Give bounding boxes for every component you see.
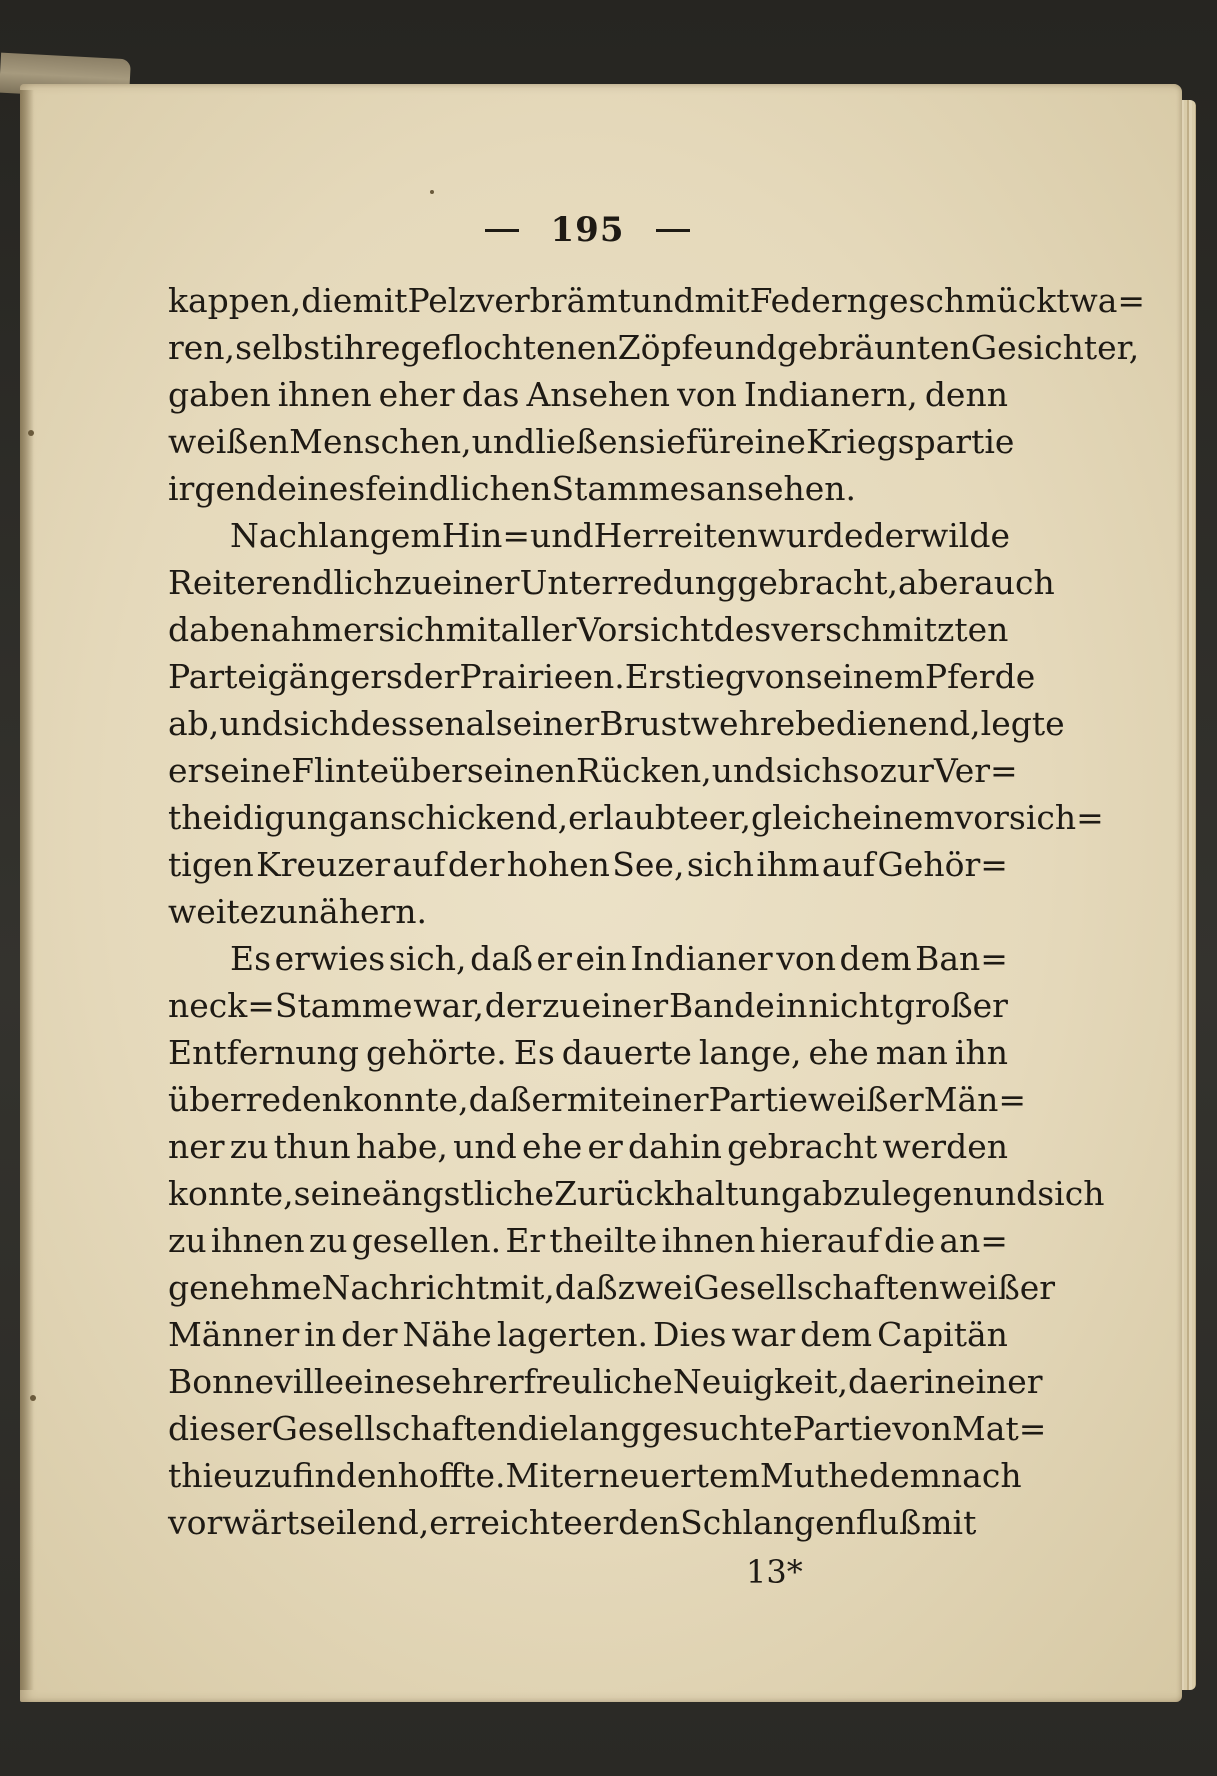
word: Er [624, 657, 665, 696]
paper-fleck [30, 1395, 36, 1401]
word: einer [512, 704, 600, 743]
word: Capitän [877, 1315, 1008, 1354]
word: und [529, 516, 594, 555]
word: wurde [757, 516, 864, 555]
word: dahin [628, 1127, 722, 1166]
word: vorsich= [954, 798, 1104, 837]
word: ein [575, 939, 627, 978]
word: werden [882, 1127, 1008, 1166]
word: ner [168, 1127, 225, 1166]
word: seinen [466, 751, 576, 790]
binding-gutter [20, 90, 34, 1690]
word: Gesellschaften [693, 1268, 940, 1307]
word: sich [1037, 1174, 1105, 1213]
word: nähern. [297, 892, 427, 931]
word: sich [282, 704, 351, 743]
text-line [168, 794, 1104, 841]
word: der [447, 845, 505, 884]
word: er [582, 1503, 619, 1542]
word: wa= [1069, 281, 1146, 320]
word: zu [253, 1456, 293, 1495]
word: eine [735, 422, 806, 461]
word: ren, [168, 328, 236, 367]
word: endlich [271, 563, 395, 602]
word: Es [513, 1033, 555, 1072]
word: Hin= [441, 516, 530, 555]
word: eine [344, 1362, 415, 1401]
word: seinem [805, 657, 925, 696]
word: ansehen. [706, 469, 857, 508]
text-line [168, 559, 1055, 606]
word: Männer [168, 1315, 300, 1354]
word: von [746, 657, 806, 696]
word: kappen, [168, 281, 302, 320]
word: Parteigängers [168, 657, 403, 696]
word: er [536, 939, 572, 978]
word: war, [413, 986, 484, 1025]
word: sehr [414, 1362, 489, 1401]
word: sich, [388, 939, 467, 978]
word: Bonneville [168, 1362, 344, 1401]
word: erfreuliche [488, 1362, 673, 1401]
word: ließen [535, 422, 639, 461]
word: und [630, 281, 695, 320]
text-line [168, 512, 1011, 559]
word: er [888, 1362, 925, 1401]
word: Vorsicht [576, 610, 714, 649]
word: ängstliche [381, 1174, 555, 1213]
word: finden [292, 1456, 398, 1495]
word: weite [168, 892, 260, 931]
word: zu [542, 986, 581, 1025]
word: Unterredung [519, 563, 738, 602]
word: Indianern, [743, 375, 918, 414]
word: tigen [168, 845, 254, 884]
word: einer [621, 1080, 709, 1119]
word: einem [852, 798, 955, 837]
word: auf [821, 845, 876, 884]
word: hohen [506, 845, 610, 884]
word: theilte [549, 1221, 658, 1260]
word: Menschen, [289, 422, 472, 461]
word: von [776, 939, 836, 978]
word: Ban= [915, 939, 1008, 978]
word: gesellen. [351, 1221, 502, 1260]
word: mit [921, 1503, 977, 1542]
word: sich [378, 610, 446, 649]
word: Ansehen [526, 375, 671, 414]
word: gleich [750, 798, 853, 837]
word: über [389, 751, 467, 790]
word: und [471, 422, 536, 461]
word: Muthe [759, 1456, 869, 1495]
header-dash-left [485, 229, 519, 232]
text-line [168, 371, 1008, 418]
word: Flinte [291, 751, 390, 790]
text-line [168, 606, 1008, 653]
word: das [461, 375, 520, 414]
word: gebräunten [776, 328, 971, 367]
word: zu [168, 1221, 207, 1260]
word: verschmitzten [771, 610, 1009, 649]
word: Nach [230, 516, 319, 555]
word: Ver= [933, 751, 1018, 790]
word: selbst [235, 328, 334, 367]
word: sich [775, 751, 843, 790]
word: und [973, 1174, 1038, 1213]
word: Er [505, 1221, 546, 1260]
word: anschickend, [349, 798, 569, 837]
text-line [168, 1076, 1027, 1123]
word: da [168, 610, 209, 649]
word: und [711, 751, 776, 790]
word: er [168, 751, 204, 790]
word: konnte, [342, 1080, 469, 1119]
word: die [883, 1221, 936, 1260]
word: Kreuzer [256, 845, 391, 884]
word: lange, [698, 1033, 802, 1072]
text-line [168, 465, 1008, 512]
word: ihn [954, 1033, 1008, 1072]
word: ihre [333, 328, 401, 367]
word: auch [974, 563, 1055, 602]
word: großer [893, 986, 1008, 1025]
signature-mark: 13* [746, 1553, 803, 1591]
word: eilend, [316, 1503, 430, 1542]
word: habe, [355, 1127, 448, 1166]
word: hierauf [759, 1221, 880, 1260]
word: Indianer [630, 939, 773, 978]
word: des [713, 610, 772, 649]
word: von [892, 1409, 953, 1448]
word: dem [839, 939, 912, 978]
word: weißen [168, 422, 290, 461]
word: Partie [792, 1409, 893, 1448]
word: lang [568, 1409, 642, 1448]
word: zu [229, 1127, 269, 1166]
word: Män= [923, 1080, 1027, 1119]
word: da [848, 1362, 889, 1401]
word: abzulegen [802, 1174, 974, 1213]
word: Partie [708, 1080, 808, 1119]
word: ihm [756, 845, 820, 884]
word: ehe [521, 1127, 583, 1166]
text-line [168, 277, 1146, 324]
word: Entfernung [168, 1033, 360, 1072]
word: Stammes [551, 469, 707, 508]
word: genehme [168, 1268, 322, 1307]
word: gaben [168, 375, 271, 414]
text-line [168, 1170, 1105, 1217]
word: bedienend, [795, 704, 981, 743]
word: See, [612, 845, 685, 884]
word: Es [230, 939, 272, 978]
word: in [924, 1362, 956, 1401]
word: theidigung [168, 798, 350, 837]
word: demnach [868, 1456, 1022, 1495]
word: lagerten. [496, 1315, 649, 1354]
text-line [168, 700, 1065, 747]
word: langem [318, 516, 442, 555]
word: erwies [274, 939, 386, 978]
word: Herreiten [593, 516, 758, 555]
word: Gesellschaften [271, 1409, 518, 1448]
text-line [168, 982, 1008, 1029]
word: aber [897, 563, 975, 602]
word: für [685, 422, 736, 461]
word: eines [277, 469, 366, 508]
word: auf [392, 845, 446, 884]
text-line [168, 1311, 1008, 1358]
word: verbrämt [475, 281, 631, 320]
text-line [168, 935, 1008, 982]
word: einer [955, 1362, 1043, 1401]
word: gebracht, [737, 563, 898, 602]
word: Pferde [924, 657, 1036, 696]
word: gehörte. [365, 1033, 507, 1072]
word: Mat= [952, 1409, 1047, 1448]
word: an= [939, 1221, 1008, 1260]
word: mit, [489, 1268, 555, 1307]
word: Gehör= [877, 845, 1008, 884]
word: ehe [808, 1033, 869, 1072]
word: mit [445, 610, 501, 649]
word: erreichte [429, 1503, 583, 1542]
text-line [168, 747, 1018, 794]
word: geschmückt [867, 281, 1070, 320]
text-line [168, 1452, 1022, 1499]
text-line [168, 841, 1008, 888]
word: sich [686, 845, 755, 884]
word: einer [581, 986, 669, 1025]
word: Schlangenfluß [680, 1503, 922, 1542]
word: neck=Stamme [168, 986, 413, 1025]
word: dieser [168, 1409, 272, 1448]
word: Nähe [402, 1315, 492, 1354]
word: zwei [617, 1268, 694, 1307]
word: Gesichter, [970, 328, 1140, 367]
page-number: 195 [550, 210, 625, 250]
word: benahm [208, 610, 343, 649]
word: Brustwehre [599, 704, 796, 743]
word: daß [554, 1268, 618, 1307]
word: nicht [808, 986, 894, 1025]
word: war [731, 1315, 796, 1354]
word: thieu [168, 1456, 254, 1495]
word: feindlichen [365, 469, 552, 508]
word: ihnen [277, 375, 372, 414]
text-line [168, 1029, 1008, 1076]
word: daß [468, 1080, 532, 1119]
word: dauerte [561, 1033, 692, 1072]
header-dash-right [656, 229, 690, 232]
word: aller [500, 610, 577, 649]
word: Kriegspartie [805, 422, 1015, 461]
text-line [168, 1264, 1056, 1311]
word: Zöpfe [617, 328, 714, 367]
word: die [301, 281, 353, 320]
word: eher [378, 375, 455, 414]
word: er [342, 610, 379, 649]
word: vorwärts [168, 1503, 317, 1542]
word: einer [432, 563, 520, 602]
word: in [304, 1315, 337, 1354]
word: stieg [664, 657, 746, 696]
word: zu [259, 892, 298, 931]
word: mit [352, 281, 408, 320]
text-line [168, 1123, 1008, 1170]
word: zu [308, 1221, 348, 1260]
word: seine [203, 751, 292, 790]
word: seine [293, 1174, 382, 1213]
text-line [168, 1217, 1008, 1264]
word: Pelz [407, 281, 476, 320]
text-line [168, 653, 1036, 700]
word: ihnen [210, 1221, 305, 1260]
word: mit [566, 1080, 622, 1119]
text-line [168, 1358, 1043, 1405]
word: irgend [168, 469, 278, 508]
word: hoffte. [397, 1456, 506, 1495]
word: Prairieen. [459, 657, 625, 696]
word: Dies [653, 1315, 727, 1354]
word: er [531, 1080, 567, 1119]
word: zur [879, 751, 934, 790]
word: daß [470, 939, 533, 978]
word: gebracht [727, 1127, 878, 1166]
paper-fleck [28, 430, 34, 436]
word: ab, [168, 704, 220, 743]
word: als [465, 704, 513, 743]
text-line [168, 324, 1140, 371]
word: legte [980, 704, 1065, 743]
word: Federn [749, 281, 868, 320]
word: und [713, 328, 777, 367]
word: sie [638, 422, 686, 461]
word: dem [800, 1315, 873, 1354]
word: Mit [505, 1456, 564, 1495]
word: der [863, 516, 920, 555]
word: thun [273, 1127, 351, 1166]
word: mit [694, 281, 750, 320]
word: Neuigkeit, [672, 1362, 848, 1401]
word: der [341, 1315, 398, 1354]
word: er [587, 1127, 623, 1166]
running-header [485, 208, 690, 252]
word: und [453, 1127, 517, 1166]
word: Reiter [168, 563, 272, 602]
word: die [517, 1409, 569, 1448]
word: so [842, 751, 880, 790]
word: man [875, 1033, 948, 1072]
word: denn [924, 375, 1008, 414]
word: und [219, 704, 283, 743]
word: Zurückhaltung [554, 1174, 803, 1213]
word: in [775, 986, 808, 1025]
word: von [677, 375, 737, 414]
paper-fleck [430, 190, 434, 194]
word: der [402, 657, 460, 696]
body-text [168, 277, 1146, 1546]
word: gesuchte [641, 1409, 793, 1448]
text-line [168, 1405, 1047, 1452]
word: Rücken, [575, 751, 712, 790]
text-line [168, 888, 1008, 935]
word: Nachricht [321, 1268, 490, 1307]
word: er, [708, 798, 751, 837]
text-line [168, 1499, 1008, 1546]
word: weißer [939, 1268, 1056, 1307]
word: wilde [920, 516, 1011, 555]
text-line [168, 418, 1015, 465]
word: konnte, [168, 1174, 294, 1213]
word: dessen [350, 704, 466, 743]
word: der [484, 986, 542, 1025]
word: erneuertem [563, 1456, 760, 1495]
word: überreden [168, 1080, 343, 1119]
word: weißer [808, 1080, 924, 1119]
word: Bande [668, 986, 775, 1025]
word: den [618, 1503, 681, 1542]
word: ihnen [661, 1221, 756, 1260]
word: zu [394, 563, 433, 602]
word: erlaubte [568, 798, 709, 837]
word: geflochtenen [400, 328, 618, 367]
